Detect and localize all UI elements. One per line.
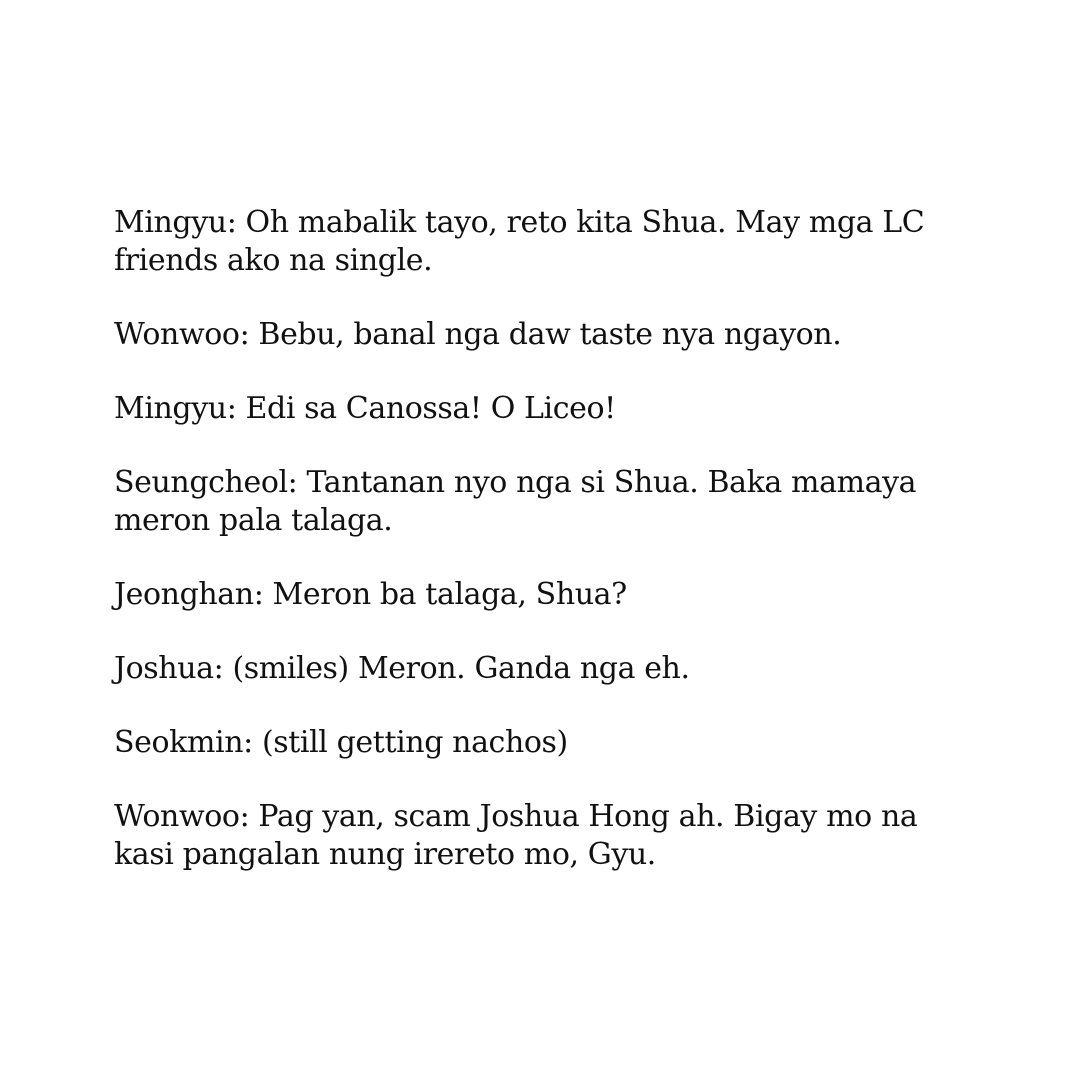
dialogue-script [114,204,974,874]
dialogue-line-wonwoo-2: Wonwoo: Pag yan, scam Joshua Hong ah. Bigay mo na kasi pangalan nung irereto mo, Gyu. [114,799,918,872]
dialogue-line-seungcheol: Seungcheol: Tantanan nyo nga si Shua. Baka mamaya meron pala talaga. [114,465,917,538]
dialogue-line-joshua: Joshua: (smiles) Meron. Ganda nga eh. [114,651,690,686]
dialogue-line-seokmin: Seokmin: (still getting nachos) [114,725,568,760]
dialogue-line-wonwoo-1: Wonwoo: Bebu, banal nga daw taste nya ngayon. [114,317,842,352]
dialogue-line-jeonghan: Jeonghan: Meron ba talaga, Shua? [114,577,627,612]
dialogue-line-mingyu-2: Mingyu: Edi sa Canossa! O Liceo! [114,391,616,426]
dialogue-line-mingyu-1: Mingyu: Oh mabalik tayo, reto kita Shua. May mga LC friends ako na single. [114,205,925,278]
